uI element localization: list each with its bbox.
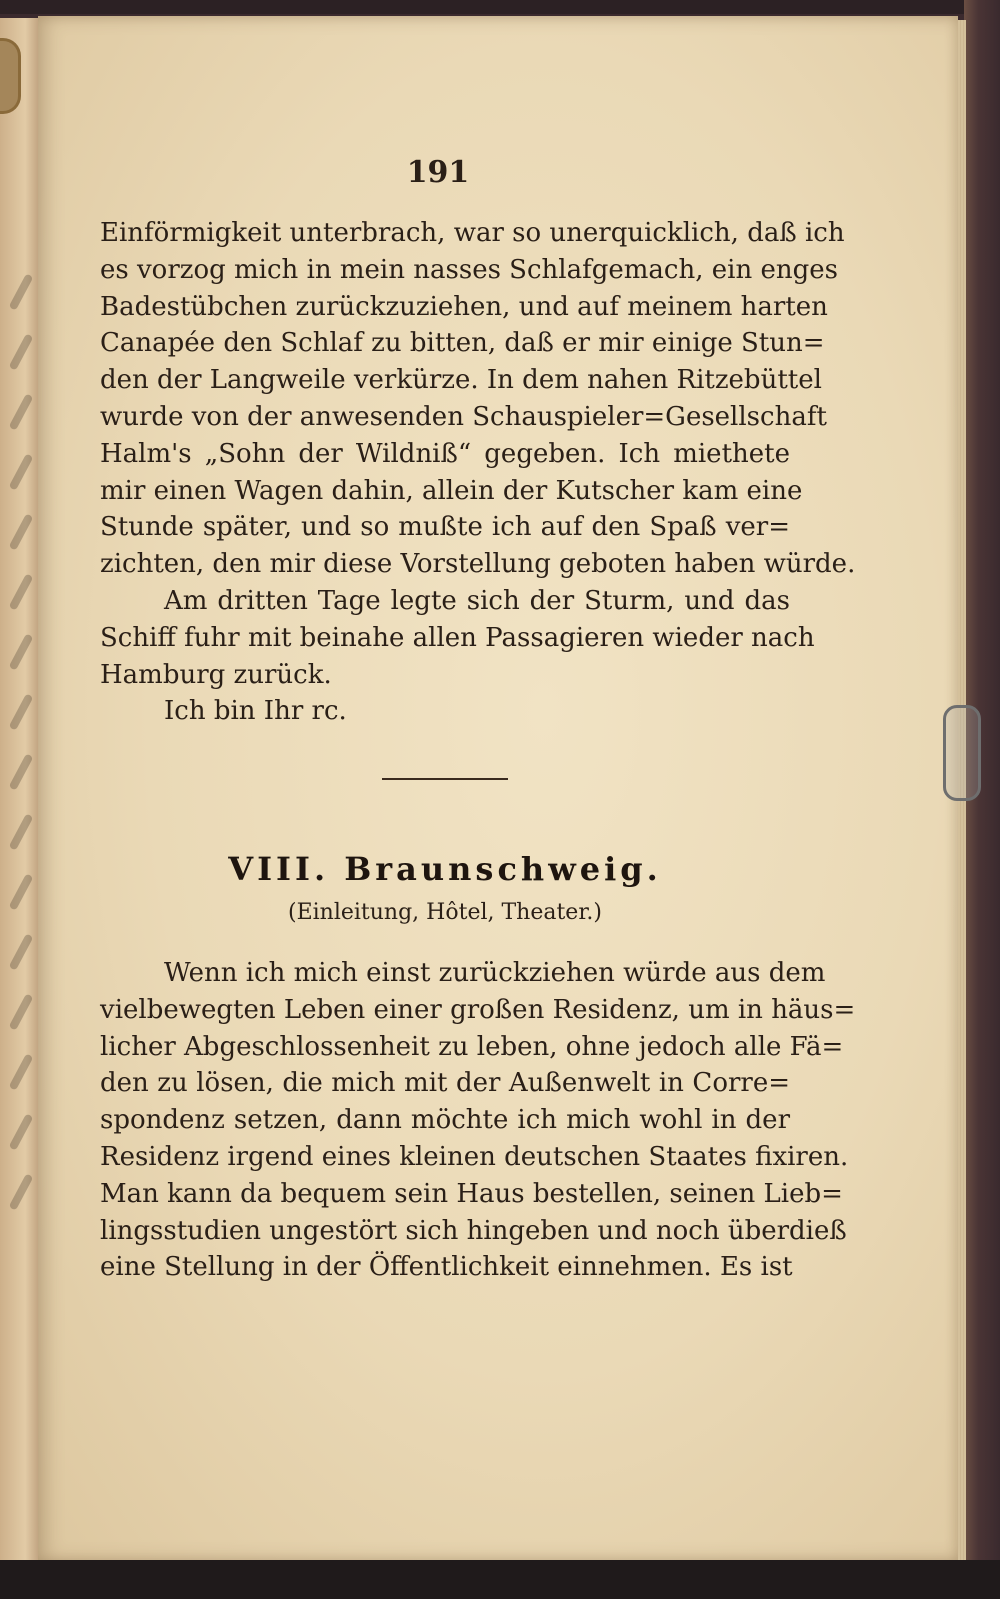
facing-page-edge bbox=[0, 18, 42, 1563]
text-line: eine Stellung in der Öffentlichkeit einnehmen. Es ist bbox=[100, 1252, 793, 1283]
text-line: Einförmigkeit unterbrach, war so unerquicklich, daß ich bbox=[100, 218, 845, 248]
facing-page-fragment bbox=[9, 333, 34, 370]
text-line: es vorzog mich in mein nasses Schlafgemach, ein enges bbox=[100, 254, 838, 285]
text-line: Residenz irgend eines kleinen deutschen Staates fixiren. bbox=[100, 1141, 849, 1172]
facing-page-fragment bbox=[9, 813, 34, 850]
facing-page-fragment bbox=[9, 933, 34, 970]
text-line: den zu lösen, die mich mit der Außenwelt in Corre= bbox=[100, 1068, 790, 1099]
facing-page-fragment bbox=[9, 273, 34, 310]
facing-page-fragment bbox=[9, 513, 34, 550]
facing-page-fragment bbox=[9, 1173, 34, 1210]
facing-page-fragment bbox=[9, 753, 34, 790]
page-number: 191 bbox=[406, 155, 470, 190]
text-line: lingsstudien ungestört sich hingeben und noch überdieß bbox=[100, 1215, 847, 1246]
text-line: licher Abgeschlossenheit zu leben, ohne jedoch alle Fä= bbox=[100, 1031, 844, 1062]
page-clip bbox=[943, 705, 981, 801]
passage-text bbox=[100, 215, 856, 730]
facing-page-fragment bbox=[9, 993, 34, 1030]
text-line: Schiff fuhr mit beinahe allen Passagieren wieder nach bbox=[100, 622, 815, 653]
text-line: wurde von der anwesenden Schauspieler=Gesellschaft bbox=[100, 401, 827, 432]
text-line: Hamburg zurück. bbox=[100, 659, 332, 690]
section-heading: VIII. Braunschweig. bbox=[228, 850, 662, 888]
text-line: zichten, den mir diese Vorstellung geboten haben würde. bbox=[100, 549, 856, 580]
facing-page-fragment bbox=[9, 573, 34, 610]
text-line: Am dritten Tage legte sich der Sturm, und das bbox=[164, 585, 790, 616]
facing-page-text-fragments bbox=[0, 268, 42, 1563]
section-text bbox=[100, 955, 856, 1286]
facing-page-fragment bbox=[9, 393, 34, 430]
text-line: spondenz setzen, dann möchte ich mich wohl in der bbox=[100, 1105, 790, 1136]
facing-page-fragment bbox=[9, 693, 34, 730]
facing-page-fragment bbox=[9, 1053, 34, 1090]
text-line: Stunde später, und so mußte ich auf den Spaß ver= bbox=[100, 512, 790, 543]
text-line: Halm's „Sohn der Wildniß“ gegeben. Ich miethete bbox=[100, 438, 790, 469]
section-subheading: (Einleitung, Hôtel, Theater.) bbox=[287, 900, 602, 925]
text-line: Wenn ich mich einst zurückziehen würde aus dem bbox=[164, 958, 826, 988]
facing-page-fragment bbox=[9, 1113, 34, 1150]
section-divider bbox=[382, 778, 508, 780]
text-line: den der Langweile verkürze. In dem nahen Ritzebüttel bbox=[100, 365, 822, 396]
facing-page-fragment bbox=[9, 633, 34, 670]
backdrop-bottom bbox=[0, 1560, 1000, 1599]
text-line: Man kann da bequem sein Haus bestellen, seinen Lieb= bbox=[100, 1178, 843, 1209]
text-line: mir einen Wagen dahin, allein der Kutscher kam eine bbox=[100, 475, 803, 506]
facing-page-fragment bbox=[9, 453, 34, 490]
text-line: Canapée den Schlaf zu bitten, daß er mir einige Stun= bbox=[100, 328, 825, 359]
text-line: vielbewegten Leben einer großen Residenz, um in häus= bbox=[100, 994, 856, 1025]
closing-line: Ich bin Ihr rc. bbox=[164, 696, 347, 727]
text-line: Badestübchen zurückzuziehen, und auf meinem harten bbox=[100, 291, 828, 322]
facing-page-fragment bbox=[9, 873, 34, 910]
facing-page-ring bbox=[0, 38, 21, 114]
backdrop-top bbox=[0, 0, 1000, 14]
